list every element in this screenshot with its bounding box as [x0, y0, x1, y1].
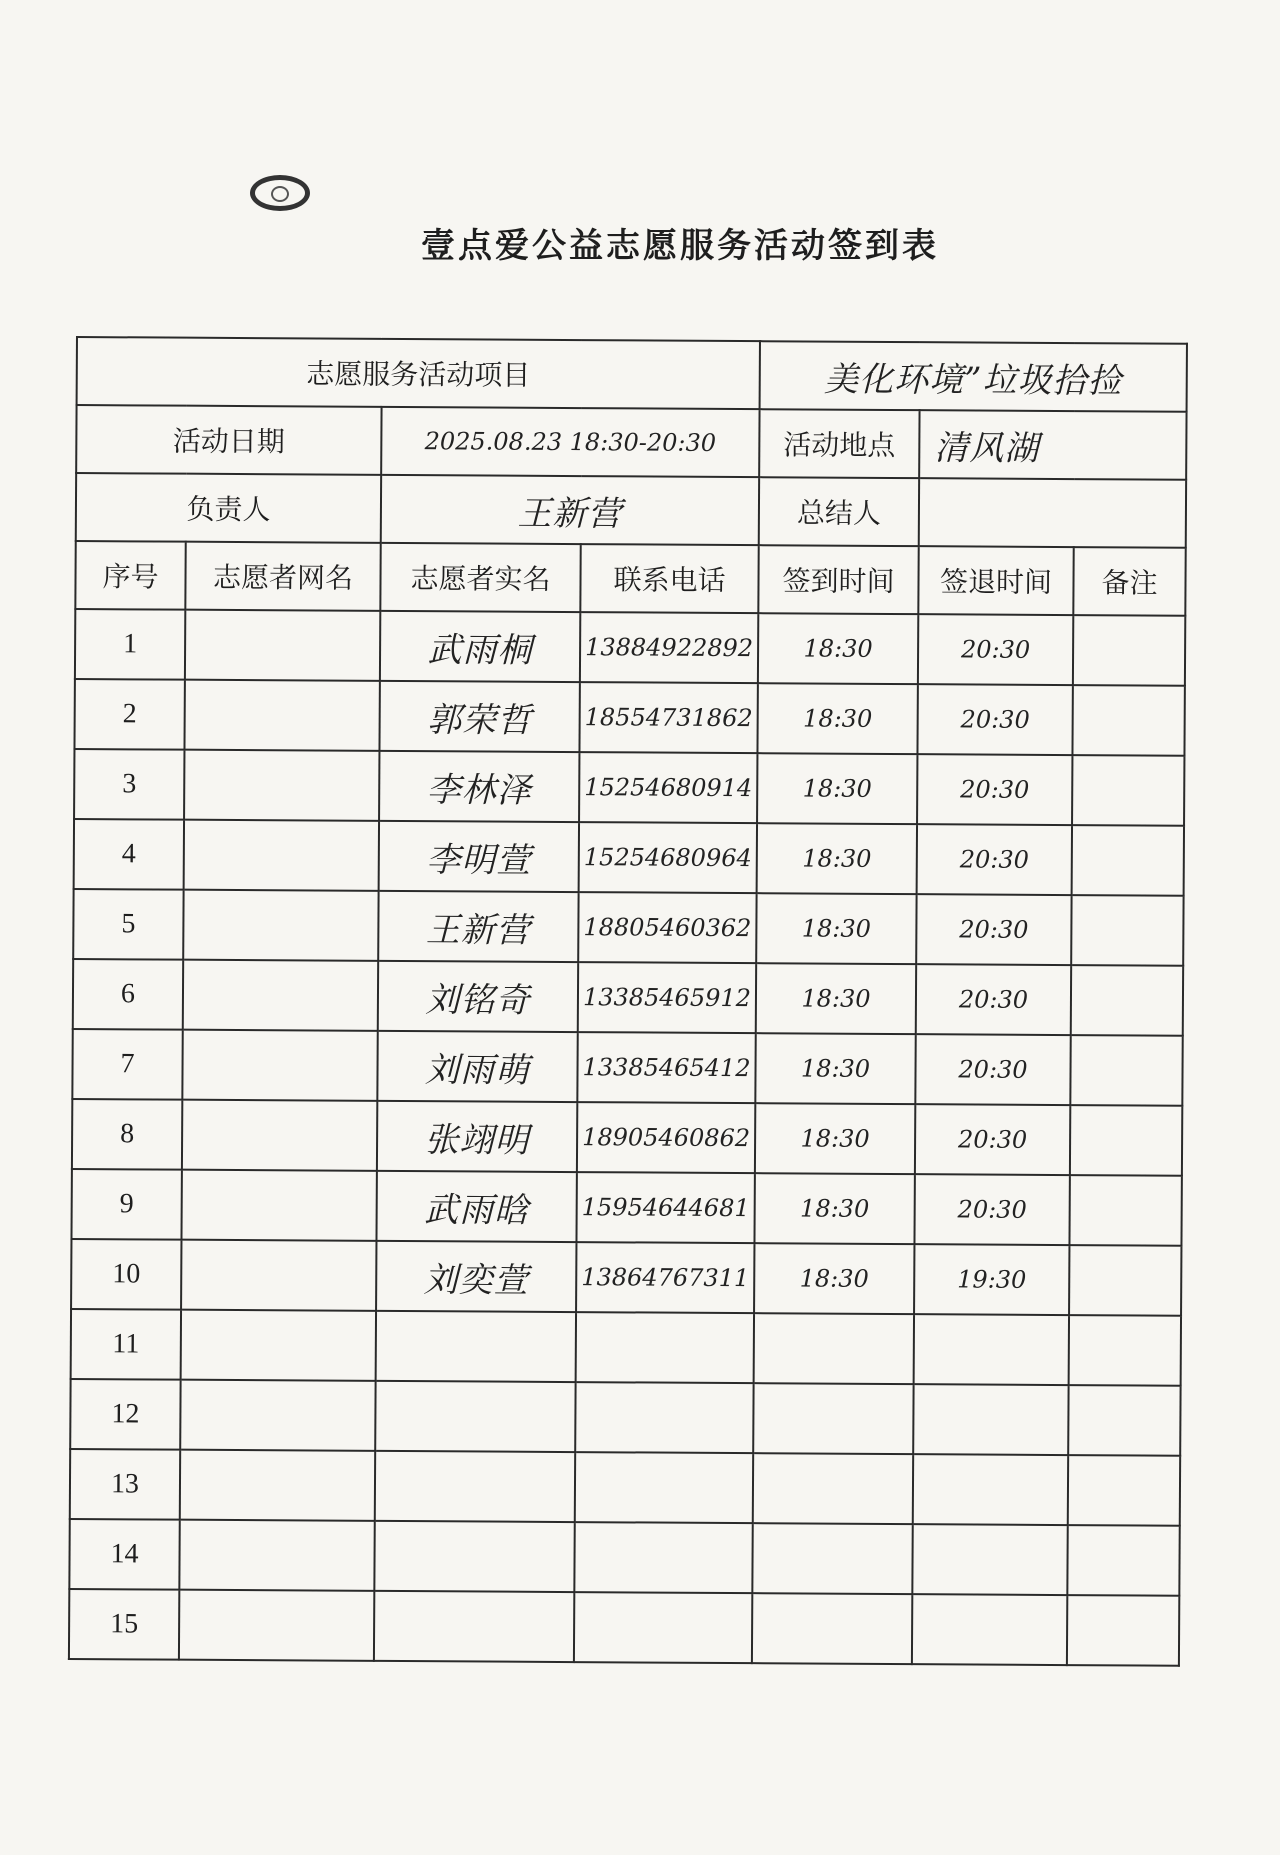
- phone-number: 13884922892: [580, 612, 758, 683]
- note: [1067, 1525, 1179, 1596]
- volunteer-nickname: [184, 820, 379, 891]
- checkin-time: 18:30: [757, 823, 917, 894]
- table-row: [71, 1309, 1181, 1386]
- volunteer-name: 刘铭奇: [378, 961, 578, 1032]
- checkin-time: 18:30: [755, 1103, 915, 1174]
- row-number: 1: [75, 609, 185, 680]
- volunteer-nickname: [180, 1380, 375, 1451]
- leader-label: 负责人: [76, 473, 381, 543]
- note: [1069, 1315, 1181, 1386]
- note: [1070, 1035, 1182, 1106]
- phone-number: [576, 1312, 754, 1383]
- column-header-phone: 联系电话: [580, 544, 758, 613]
- volunteer-nickname: [181, 1240, 376, 1311]
- table-row: [69, 1519, 1179, 1596]
- volunteer-name: 刘奕萱: [376, 1241, 576, 1312]
- phone-number: [575, 1382, 753, 1453]
- row-number: 12: [70, 1379, 180, 1450]
- column-header-row: [75, 541, 1185, 616]
- volunteer-name: 张翊明: [377, 1101, 577, 1172]
- checkin-time: [754, 1313, 914, 1384]
- phone-number: 18805460362: [578, 892, 756, 963]
- table-row: [74, 819, 1184, 896]
- summarizer-label: 总结人: [759, 477, 919, 546]
- row-number: 10: [71, 1239, 181, 1310]
- project-row: [77, 337, 1187, 412]
- table-row: [74, 679, 1184, 756]
- checkout-time: [913, 1384, 1068, 1455]
- volunteer-name: [374, 1521, 574, 1592]
- project-value: 美化环境”垃圾拾捡: [760, 341, 1187, 412]
- volunteer-nickname: [182, 1100, 377, 1171]
- volunteer-nickname: [185, 610, 380, 681]
- checkin-time: 18:30: [758, 613, 918, 684]
- volunteer-nickname: [181, 1310, 376, 1381]
- row-number: 7: [72, 1029, 182, 1100]
- checkout-time: [914, 1314, 1069, 1385]
- checkin-time: 18:30: [754, 1173, 914, 1244]
- volunteer-name: 李林泽: [379, 751, 579, 822]
- column-header-checkin: 签到时间: [758, 545, 918, 614]
- phone-number: 15254680914: [579, 752, 757, 823]
- checkout-time: 20:30: [914, 1174, 1069, 1245]
- checkin-time: [752, 1523, 912, 1594]
- table-row: [70, 1379, 1180, 1456]
- checkin-time: [752, 1593, 912, 1664]
- phone-number: 13385465912: [578, 962, 756, 1033]
- table-row: [73, 959, 1183, 1036]
- checkout-time: 20:30: [915, 1104, 1070, 1175]
- leader-value: 王新营: [381, 475, 759, 545]
- project-label: 志愿服务活动项目: [77, 337, 760, 409]
- volunteer-nickname: [181, 1170, 376, 1241]
- checkin-time: [753, 1383, 913, 1454]
- row-number: 13: [70, 1449, 180, 1520]
- checkout-time: 20:30: [916, 964, 1071, 1035]
- row-number: 6: [73, 959, 183, 1030]
- phone-number: 18905460862: [577, 1102, 755, 1173]
- note: [1071, 965, 1183, 1036]
- table-row: [71, 1169, 1181, 1246]
- date-label: 活动日期: [76, 405, 381, 475]
- checkout-time: 20:30: [918, 614, 1073, 685]
- checkout-time: [912, 1524, 1067, 1595]
- volunteer-nickname: [179, 1520, 374, 1591]
- phone-number: 13864767311: [576, 1242, 754, 1313]
- table-row: [75, 609, 1185, 686]
- column-header-nickname: 志愿者网名: [185, 542, 380, 611]
- checkout-time: 20:30: [917, 754, 1072, 825]
- column-header-note: 备注: [1073, 547, 1185, 616]
- note: [1070, 1105, 1182, 1176]
- volunteer-nickname: [184, 750, 379, 821]
- volunteer-name: [375, 1381, 575, 1452]
- note: [1067, 1595, 1179, 1666]
- volunteer-name: [375, 1451, 575, 1522]
- note: [1069, 1175, 1181, 1246]
- note: [1068, 1385, 1180, 1456]
- column-header-checkout: 签退时间: [918, 546, 1073, 615]
- table-row: [72, 1029, 1182, 1106]
- column-header-no: 序号: [75, 541, 185, 610]
- volunteer-name: 刘雨萌: [377, 1031, 577, 1102]
- checkout-time: 19:30: [914, 1244, 1069, 1315]
- row-number: 11: [71, 1309, 181, 1380]
- checkout-time: 20:30: [917, 824, 1072, 895]
- row-number: 5: [73, 889, 183, 960]
- location-label: 活动地点: [759, 409, 919, 478]
- note: [1072, 825, 1184, 896]
- column-header-realname: 志愿者实名: [380, 543, 580, 612]
- volunteer-nickname: [183, 890, 378, 961]
- volunteer-name: [374, 1591, 574, 1662]
- checkout-time: 20:30: [915, 1034, 1070, 1105]
- page-title: 壹点爱公益志愿服务活动签到表: [421, 226, 939, 266]
- note: [1071, 895, 1183, 966]
- row-number: 9: [71, 1169, 181, 1240]
- phone-number: 18554731862: [579, 682, 757, 753]
- volunteer-name: 武雨晗: [376, 1171, 576, 1242]
- row-number: 14: [69, 1519, 179, 1590]
- row-number: 8: [72, 1099, 182, 1170]
- checkin-time: 18:30: [756, 963, 916, 1034]
- checkout-time: [913, 1454, 1068, 1525]
- volunteer-name: [376, 1311, 576, 1382]
- volunteer-nickname: [184, 680, 379, 751]
- phone-number: 15954644681: [576, 1172, 754, 1243]
- checkin-time: 18:30: [755, 1033, 915, 1104]
- volunteer-name: 武雨桐: [380, 611, 580, 682]
- logo-icon: [250, 175, 310, 211]
- row-number: 4: [74, 819, 184, 890]
- checkout-time: 20:30: [917, 684, 1072, 755]
- note: [1072, 755, 1184, 826]
- table-row: [73, 889, 1183, 966]
- row-number: 15: [69, 1589, 179, 1660]
- row-number: 2: [74, 679, 184, 750]
- phone-number: [574, 1522, 752, 1593]
- note: [1072, 685, 1184, 756]
- volunteer-name: 郭荣哲: [379, 681, 579, 752]
- table-row: [69, 1589, 1179, 1666]
- row-number: 3: [74, 749, 184, 820]
- table-row: [70, 1449, 1180, 1526]
- checkin-time: 18:30: [757, 683, 917, 754]
- volunteer-nickname: [182, 1030, 377, 1101]
- checkout-time: [912, 1594, 1067, 1665]
- volunteer-nickname: [180, 1450, 375, 1521]
- phone-number: [575, 1452, 753, 1523]
- checkout-time: 20:30: [916, 894, 1071, 965]
- date-row: [76, 405, 1186, 480]
- phone-number: 15254680964: [579, 822, 757, 893]
- phone-number: [574, 1592, 752, 1663]
- volunteer-nickname: [183, 960, 378, 1031]
- note: [1073, 615, 1185, 686]
- volunteer-nickname: [179, 1590, 374, 1661]
- checkin-time: 18:30: [757, 753, 917, 824]
- date-value: 2025.08.23 18:30-20:30: [381, 407, 759, 477]
- note: [1068, 1455, 1180, 1526]
- checkin-time: [753, 1453, 913, 1524]
- volunteer-name: 王新营: [378, 891, 578, 962]
- leader-row: [76, 473, 1186, 548]
- table-row: [74, 749, 1184, 826]
- checkin-time: 18:30: [754, 1243, 914, 1314]
- note: [1069, 1245, 1181, 1316]
- table-row: [72, 1099, 1182, 1176]
- volunteer-name: 李明萱: [379, 821, 579, 892]
- summarizer-value: [919, 478, 1186, 548]
- table-row: [71, 1239, 1181, 1316]
- phone-number: 13385465412: [577, 1032, 755, 1103]
- checkin-time: 18:30: [756, 893, 916, 964]
- location-value: 清风湖: [919, 410, 1186, 480]
- signin-table: [68, 336, 1188, 1667]
